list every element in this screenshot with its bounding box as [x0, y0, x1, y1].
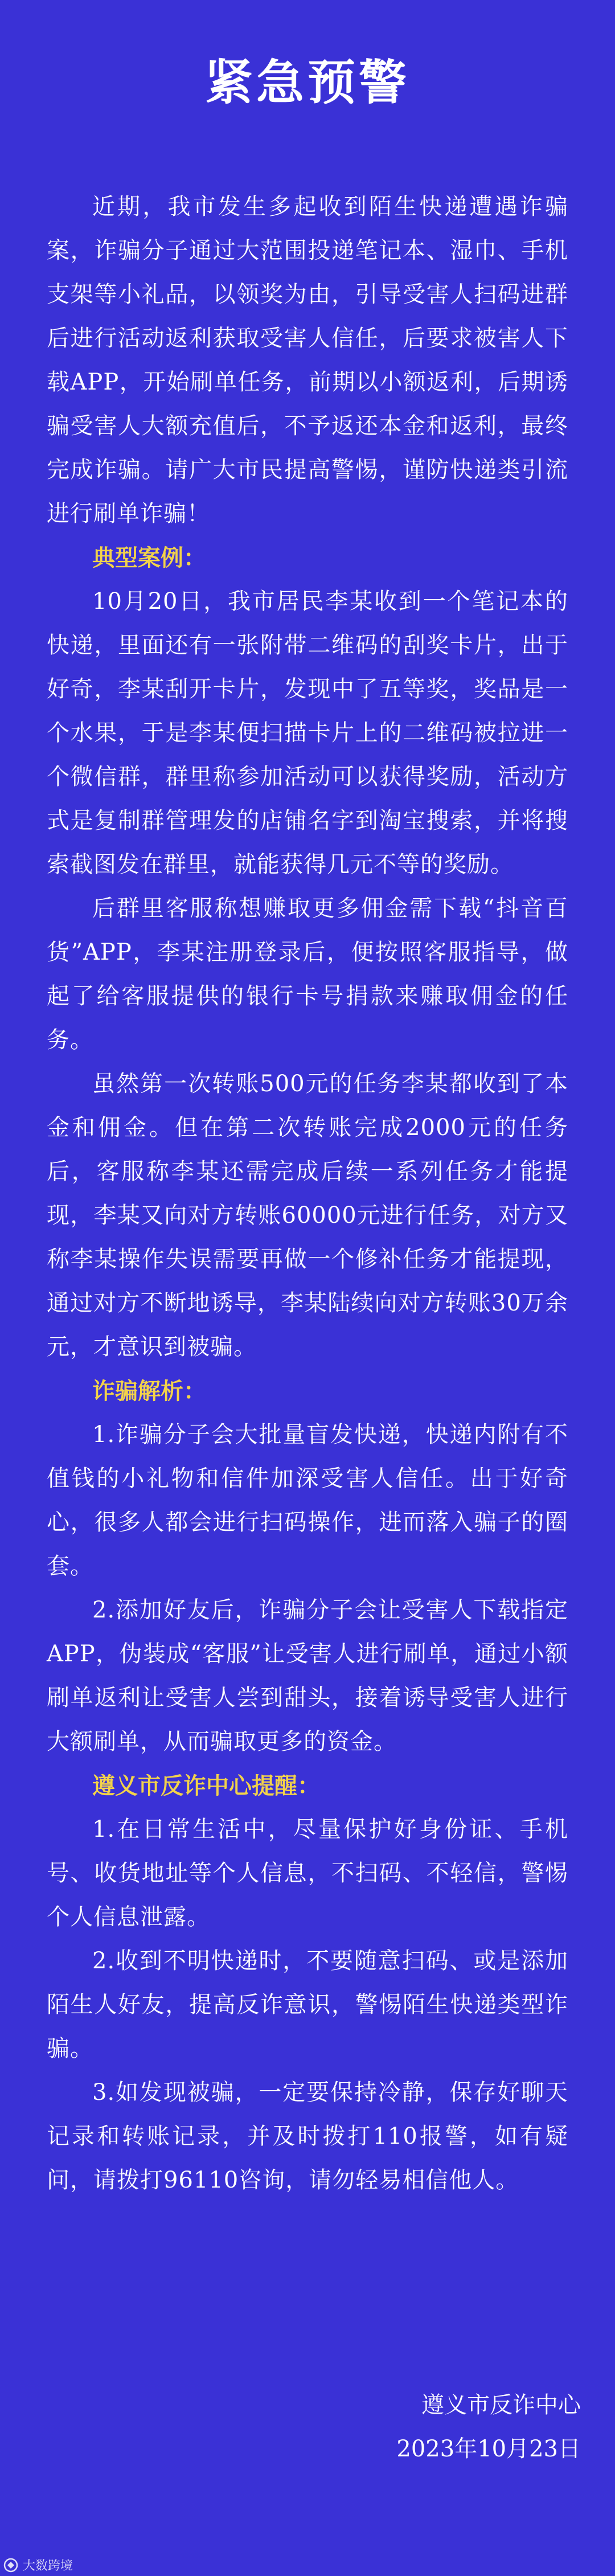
article-body — [47, 185, 568, 2202]
analysis-heading: 诈骗解析： — [92, 1378, 206, 1404]
reminder-heading: 遵义市反诈中心提醒： — [92, 1772, 320, 1799]
signature-date: 2023年10月23日 — [396, 2436, 581, 2462]
reminder-paragraph: 3.如发现被骗，一定要保持冷静，保存好聊天记录和转账记录，并及时拨打110报警，如有疑问，请拨打96110咨询，请勿轻易相信他人。 — [47, 2079, 568, 2193]
case-paragraph: 后群里客服称想赚取更多佣金需下载“抖音百货”APP，李某注册登录后，便按照客服指导，做起了给客服提供的银行卡号捐款来赚取佣金的任务。 — [47, 895, 568, 1053]
watermark-text: 大数跨境 — [23, 2559, 73, 2573]
reminder-paragraph: 1.在日常生活中，尽量保护好身份证、手机号、收货地址等个人信息，不扫码、不轻信，警惕个人信息泄露。 — [47, 1816, 568, 1930]
page-title: 紧急预警 — [204, 55, 410, 110]
analysis-paragraph: 2.添加好友后，诈骗分子会让受害人下载指定APP，伪装成“客服”让受害人进行刷单，通过小额刷单返利让受害人尝到甜头，接着诱导受害人进行大额刷单，从而骗取更多的资金。 — [47, 1597, 568, 1755]
brand-logo-icon — [2, 2557, 19, 2573]
case-paragraph: 虽然第一次转账500元的任务李某都收到了本金和佣金。但在第二次转账完成2000元的任务后，客服称李某还需完成后续一系列任务才能提现，李某又向对方转账60000元进行任务，对方又称李某操作失误需要再做一个修补任务才能提现，通过对方不断地诱导，李某陆续向对方转账30万余元，才意识到被骗。 — [47, 1071, 568, 1360]
intro-paragraph: 近期，我市发生多起收到陌生快递遭遇诈骗案，诈骗分子通过大范围投递笔记本、湿巾、手机支架等小礼品，以领奖为由，引导受害人扫码进群后进行活动返利获取受害人信任，后要求被害人下载APP，开始刷单任务，前期以小额返利，后期诱骗受害人大额充值后，不予返还本金和返利，最终完成诈骗。请广大市民提高警惕，谨防快递类引流进行刷单诈骗！ — [47, 194, 568, 527]
analysis-paragraph: 1.诈骗分子会大批量盲发快递，快递内附有不值钱的小礼物和信件加深受害人信任。出于好奇心，很多人都会进行扫码操作，进而落入骗子的圈套。 — [47, 1422, 568, 1579]
signature-block — [396, 2383, 581, 2471]
reminder-paragraph: 2.收到不明快递时，不要随意扫码、或是添加陌生人好友，提高反诈意识，警惕陌生快递类型诈骗。 — [47, 1948, 568, 2062]
case-heading: 典型案例： — [92, 544, 206, 571]
watermark — [2, 2556, 73, 2574]
case-paragraph: 10月20日，我市居民李某收到一个笔记本的快递，里面还有一张附带二维码的刮奖卡片，出于好奇，李某刮开卡片，发现中了五等奖，奖品是一个水果，于是李某便扫描卡片上的二维码被拉进一个微信群，群里称参加活动可以获得奖励，活动方式是复制群管理发的店铺名字到淘宝搜索，并将搜索截图发在群里，就能获得几元不等的奖励。 — [47, 588, 568, 878]
signature-org: 遵义市反诈中心 — [421, 2392, 581, 2418]
